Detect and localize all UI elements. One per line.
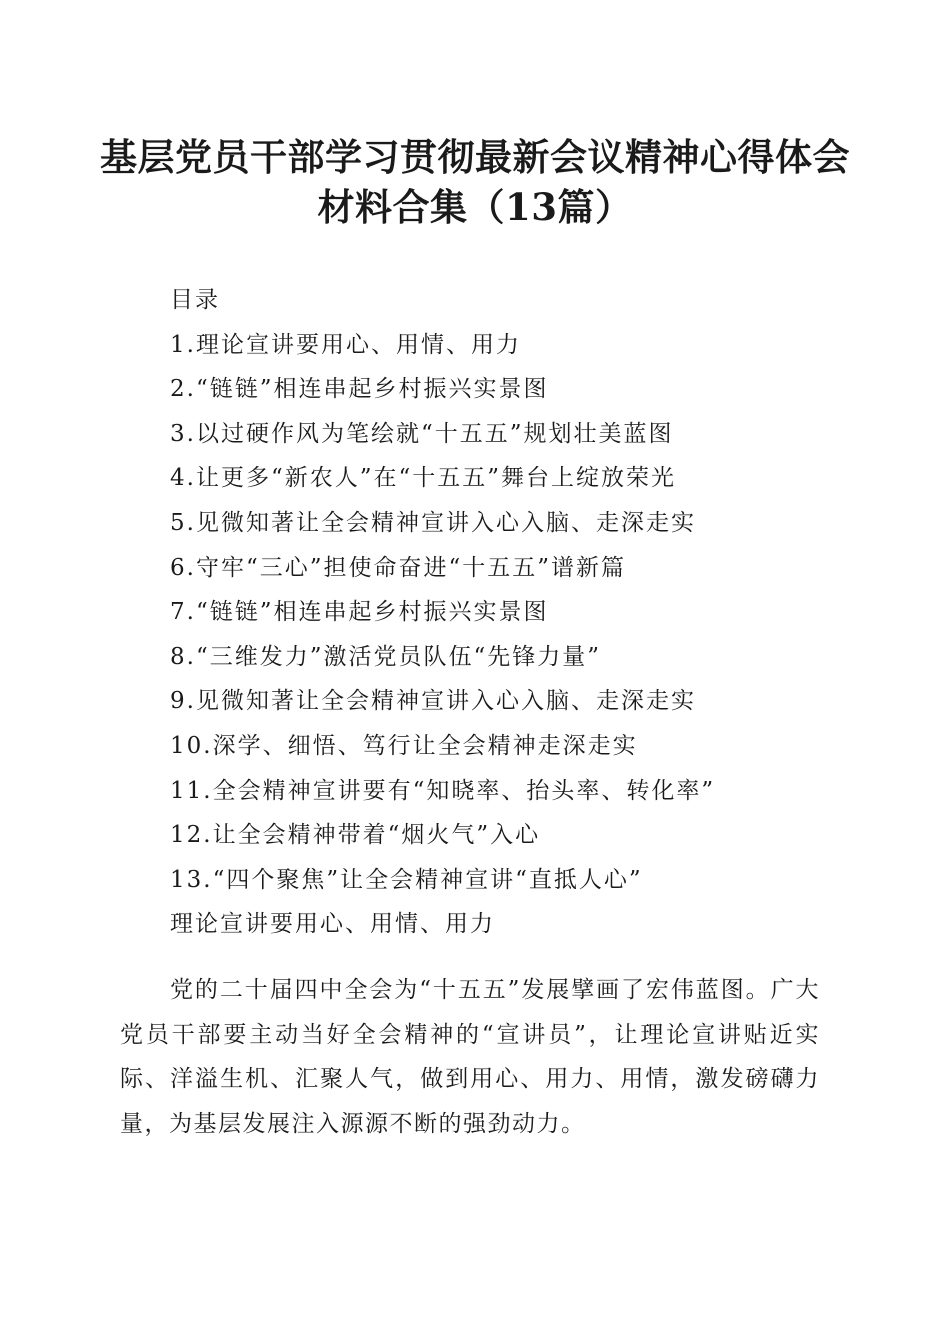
toc-item-13: 13.“四个聚焦”让全会精神宣讲“直抵人心” [170,866,643,893]
body-paragraph: 党的二十届四中全会为“十五五”发展擘画了宏伟蓝图。广大党员干部要主动当好全会精神的“宣讲员”，让理论宣讲贴近实际、洋溢生机、汇聚人气，做到用心、用力、用情，激发磅礴力量，为基层发展注入源源不断的强劲动力。 [120,977,820,1137]
toc-item-6: 6.守牢“三心”担使命奋进“十五五”谱新篇 [170,554,626,581]
table-of-contents [170,278,850,947]
toc-item-12: 12.让全会精神带着“烟火气”入心 [170,822,541,849]
toc-item-5: 5.见微知著让全会精神宣讲入心入脑、走深走实 [170,509,696,536]
section-title: 理论宣讲要用心、用情、用力 [170,911,495,938]
document-title [100,132,850,232]
toc-item-7: 7.“链链”相连串起乡村振兴实景图 [170,599,549,626]
title-line-1: 基层党员干部学习贯彻最新会议精神心得体会 [100,135,850,179]
toc-item-2: 2.“链链”相连串起乡村振兴实景图 [170,376,549,403]
toc-item-4: 4.让更多“新农人”在“十五五”舞台上绽放荣光 [170,465,676,492]
toc-item-11: 11.全会精神宣讲要有“知晓率、抬头率、转化率” [170,777,716,804]
toc-item-8: 8.“三维发力”激活党员队伍“先锋力量” [170,643,601,670]
toc-item-9: 9.见微知著让全会精神宣讲入心入脑、走深走实 [170,688,696,715]
title-line-2: 材料合集（13篇） [317,185,633,229]
toc-item-1: 1.理论宣讲要用心、用情、用力 [170,331,521,358]
toc-item-3: 3.以过硬作风为笔绘就“十五五”规划壮美蓝图 [170,420,674,447]
toc-heading: 目录 [170,287,220,313]
toc-item-10: 10.深学、细悟、笃行让全会精神走深走实 [170,732,638,759]
